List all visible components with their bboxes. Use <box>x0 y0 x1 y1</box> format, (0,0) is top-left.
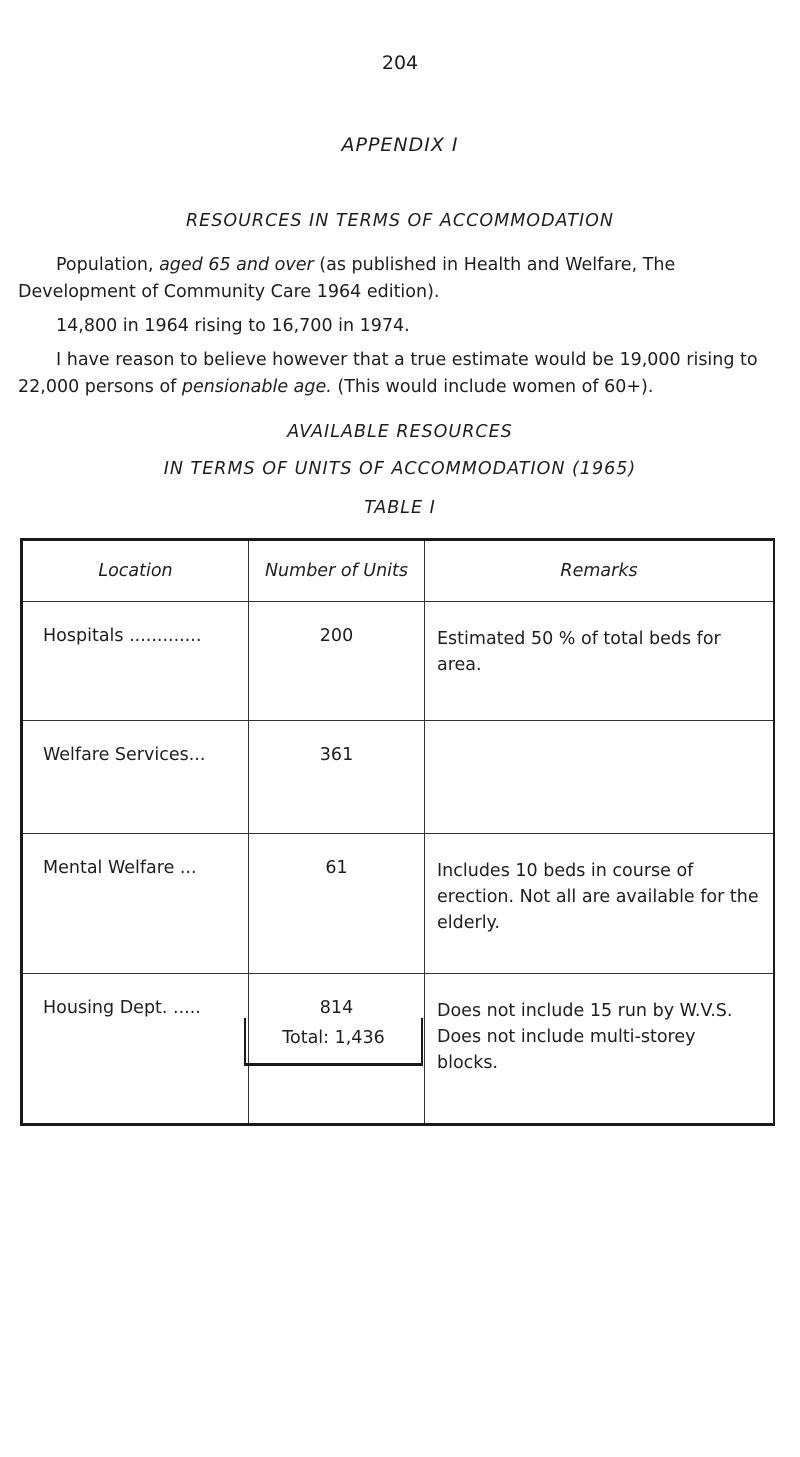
units-cell: 814 <box>249 974 425 1125</box>
table-row <box>22 721 775 834</box>
units-cell: 61 <box>249 834 425 974</box>
available-resources-heading: AVAILABLE RESOURCES <box>287 422 513 442</box>
remarks-cell: Includes 10 beds in course of erection. Not all are available for the elderly. <box>425 834 775 974</box>
units-cell: 361 <box>249 721 425 834</box>
estimate-text-end: (This would include women of 60+). <box>331 377 654 397</box>
location-cell: Welfare Services... <box>22 721 249 834</box>
estimate-emphasis: pensionable age. <box>181 377 332 397</box>
units-heading: IN TERMS OF UNITS OF ACCOMMODATION (1965) <box>163 459 637 479</box>
table-row <box>22 602 775 721</box>
location-cell: Housing Dept. ..... <box>22 974 249 1125</box>
population-emphasis: aged 65 and over <box>159 255 314 275</box>
population-paragraph <box>18 252 780 306</box>
total-box: Total: 1,436 <box>244 1018 423 1066</box>
location-cell: Mental Welfare ... <box>22 834 249 974</box>
remarks-cell: Estimated 50 % of total beds for area. <box>425 602 775 721</box>
appendix-heading: APPENDIX I <box>341 134 459 156</box>
header-units: Number of Units <box>249 540 425 602</box>
projection-paragraph <box>18 313 780 340</box>
population-text-start: Population, <box>56 255 160 275</box>
remarks-cell <box>425 721 775 834</box>
units-cell: 200 <box>249 602 425 721</box>
table-row <box>22 834 775 974</box>
page-number: 204 <box>381 52 419 74</box>
location-cell: Hospitals ............. <box>22 602 249 721</box>
population-text-end: (as published in Health and Welfare, The Development of Community Care 1964 edition). <box>18 255 676 302</box>
table-header-row <box>22 540 775 602</box>
projection-text: 14,800 in 1964 rising to 16,700 in 1974. <box>56 316 410 336</box>
remarks-cell: Does not include 15 run by W.V.S. Does not include multi-storey blocks. <box>425 974 775 1125</box>
estimate-text-start: I have reason to believe however that a true estimate would be 19,000 rising to 22,000 persons of <box>18 350 758 397</box>
estimate-paragraph <box>18 347 780 401</box>
section-heading: RESOURCES IN TERMS OF ACCOMMODATION <box>186 211 614 231</box>
header-location: Location <box>22 540 249 602</box>
header-remarks: Remarks <box>425 540 775 602</box>
table-heading: TABLE I <box>364 498 436 518</box>
